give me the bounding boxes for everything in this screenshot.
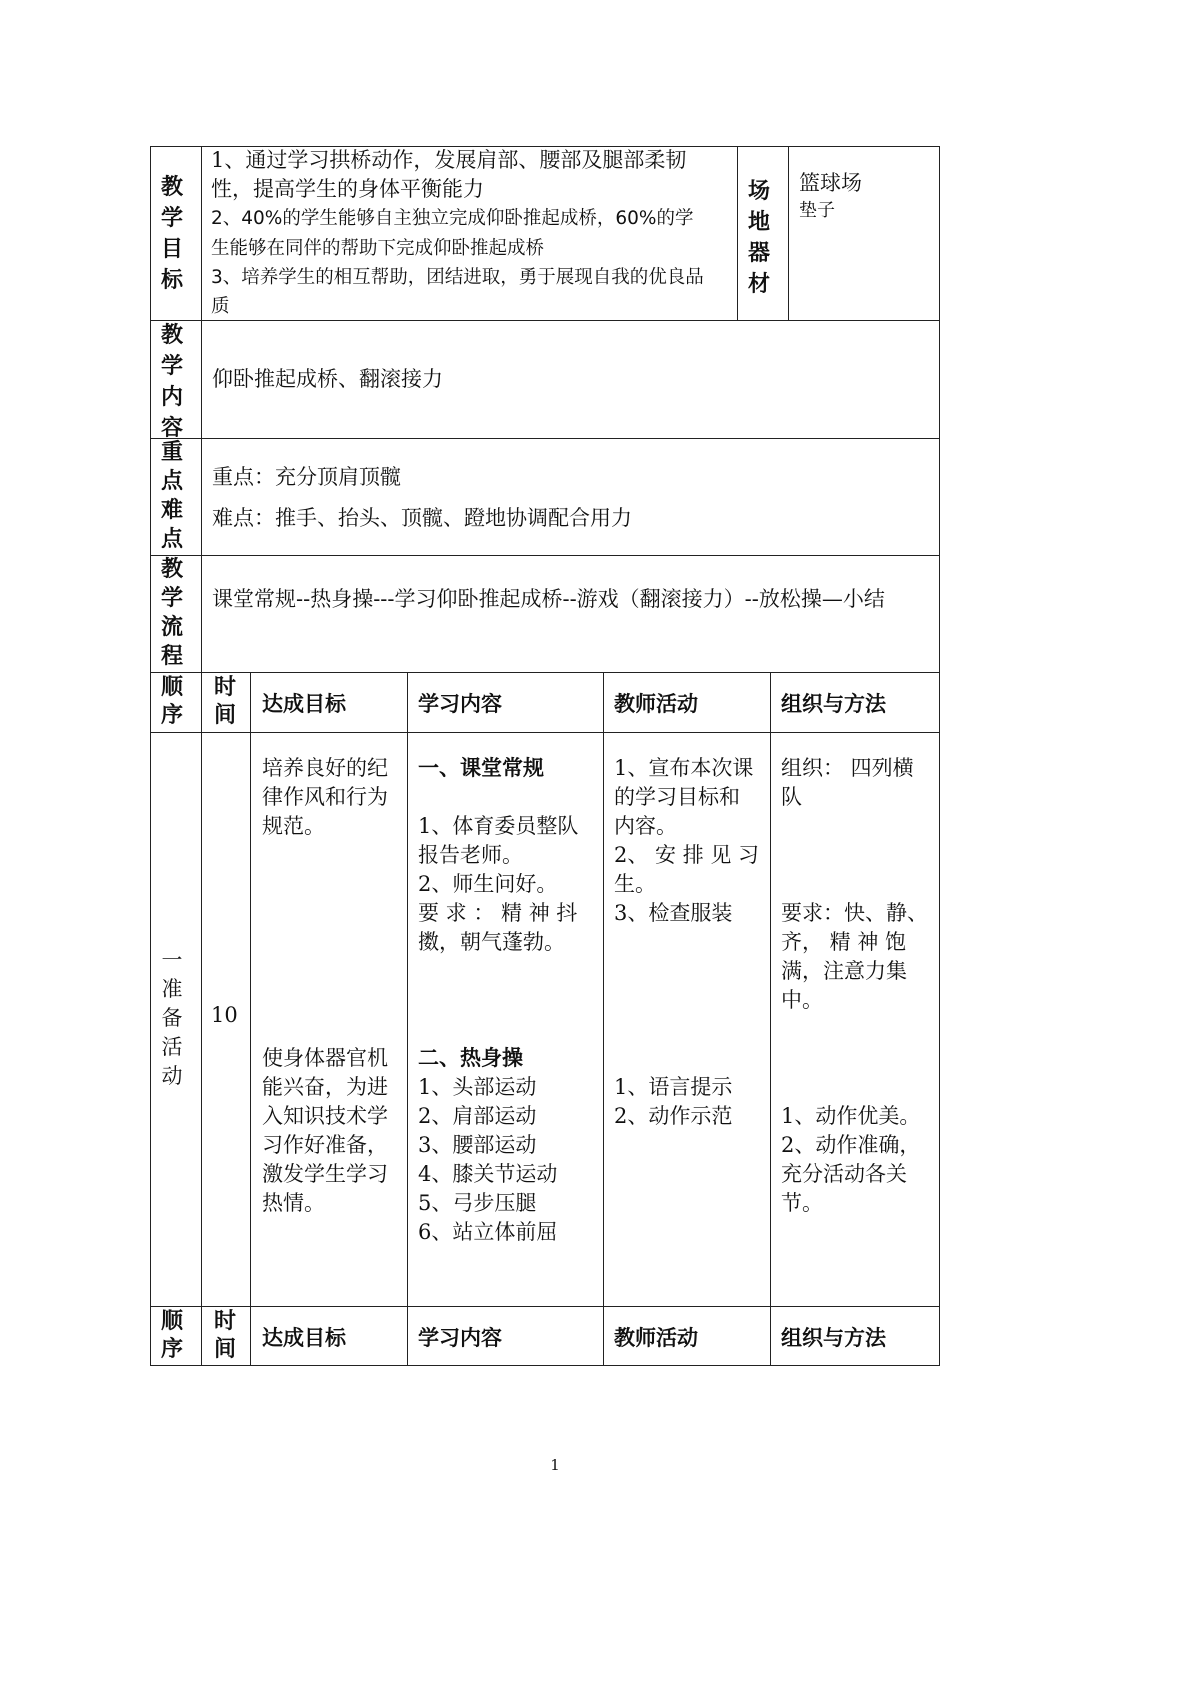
header-org-repeat: 组织与方法 xyxy=(781,1326,886,1350)
row-divider xyxy=(150,438,940,439)
label-char: 动 xyxy=(161,1064,183,1088)
col-divider xyxy=(737,146,738,320)
col-divider xyxy=(201,146,202,1365)
col-divider xyxy=(250,672,251,1365)
org-a xyxy=(781,754,935,812)
text-line: 2、师生问好。 xyxy=(418,872,558,896)
venue-line: 篮球场 xyxy=(799,171,862,195)
objective-line: 3、培养学生的相互帮助，团结进取，勇于展现自我的优良品 xyxy=(211,267,704,288)
text-line: 内容。 xyxy=(614,814,677,838)
content-text: 仰卧推起成桥、翻滚接力 xyxy=(212,367,443,391)
label-char: 场 xyxy=(747,179,770,204)
difficulty-point: 难点：推手、抬头、顶髋、蹬地协调配合用力 xyxy=(212,506,632,530)
header-time xyxy=(211,674,239,730)
objective-line: 生能够在同伴的帮助下完成仰卧推起成桥 xyxy=(211,238,545,259)
goal-b xyxy=(262,1044,402,1218)
label-char: 顺 xyxy=(160,1309,183,1334)
text-line: 队 xyxy=(781,785,802,809)
text-line: 培养良好的纪 xyxy=(262,756,388,780)
text-line: 能兴奋，为进 xyxy=(262,1075,388,1099)
text-line: 习作好准备， xyxy=(262,1133,388,1157)
section-title: 二、热身操 xyxy=(418,1046,523,1070)
key-point: 重点：充分顶肩顶髋 xyxy=(212,465,401,489)
text-line: 充分活动各关 xyxy=(781,1162,907,1186)
text-line: 2、动作准确， xyxy=(781,1133,921,1157)
label-char: 顺 xyxy=(160,675,183,700)
text-line: 6、站立体前屈 xyxy=(418,1220,558,1244)
text-line: 要求：快、静、 xyxy=(781,901,928,925)
objectives-text xyxy=(211,146,733,321)
text-line: 组织： 四列横 xyxy=(781,756,914,780)
content-label xyxy=(158,320,186,444)
text-line: 激发学生学习 xyxy=(262,1162,388,1186)
objectives-label xyxy=(158,172,186,296)
text-line: 节。 xyxy=(781,1191,823,1215)
header-order xyxy=(158,674,186,730)
text-line: 擞，朝气蓬勃。 xyxy=(418,930,565,954)
row-divider xyxy=(150,1306,940,1307)
text-line: 4、膝关节运动 xyxy=(418,1162,558,1186)
label-char: 目 xyxy=(160,237,183,262)
col-divider xyxy=(770,672,771,1365)
col-divider xyxy=(788,146,789,320)
label-char: 点 xyxy=(160,527,183,552)
text-line: 1、头部运动 xyxy=(418,1075,537,1099)
row-divider xyxy=(150,555,940,556)
label-char: 学 xyxy=(160,206,183,231)
venue-line: 垫子 xyxy=(799,200,835,221)
teacher-b xyxy=(614,1073,766,1131)
keypoints-text xyxy=(212,462,932,534)
process-text: 课堂常规--热身操---学习仰卧推起成桥--游戏（翻滚接力）--放松操—小结 xyxy=(212,587,885,611)
text-line: 中。 xyxy=(781,988,823,1012)
label-char: 重 xyxy=(160,440,183,465)
label-char: 时 xyxy=(213,675,236,700)
text-line: 要 求 ： 精 神 抖 xyxy=(418,901,578,925)
label-char: 一 xyxy=(161,948,183,972)
text-line: 满，注意力集 xyxy=(781,959,907,983)
label-char: 备 xyxy=(161,1006,183,1030)
label-char: 地 xyxy=(747,210,770,235)
col-divider xyxy=(603,672,604,1365)
page-number: 1 xyxy=(550,1456,560,1474)
process-label xyxy=(158,555,186,671)
label-char: 容 xyxy=(160,416,183,441)
label-char: 器 xyxy=(747,241,770,266)
objective-line: 2、40%的学生能够自主独立完成仰卧推起成桥，60%的学 xyxy=(211,208,694,229)
header-teacher: 教师活动 xyxy=(614,692,698,716)
label-char: 学 xyxy=(160,354,183,379)
header-teacher-repeat: 教师活动 xyxy=(614,1326,698,1350)
row-time: 10 xyxy=(211,1003,238,1027)
col-divider xyxy=(407,672,408,1365)
label-char: 教 xyxy=(160,175,183,200)
text-line: 1、动作优美。 xyxy=(781,1104,921,1128)
label-char: 点 xyxy=(160,469,183,494)
keypoints-label xyxy=(158,438,186,554)
header-goal-repeat: 达成目标 xyxy=(262,1326,346,1350)
header-study: 学习内容 xyxy=(418,692,502,716)
text-line: 2、 安 排 见 习 xyxy=(614,843,760,867)
goal-a xyxy=(262,754,402,841)
table-border-left xyxy=(150,146,151,1365)
label-char: 程 xyxy=(160,644,183,669)
text-line: 报告老师。 xyxy=(418,843,523,867)
label-char: 材 xyxy=(747,272,770,297)
label-char: 学 xyxy=(160,586,183,611)
text-line: 的学习目标和 xyxy=(614,785,740,809)
row-order xyxy=(158,946,186,1091)
label-char: 教 xyxy=(160,323,183,348)
venue-label xyxy=(745,176,773,300)
label-char: 教 xyxy=(160,557,183,582)
header-study-repeat: 学习内容 xyxy=(418,1326,502,1350)
label-char: 难 xyxy=(160,498,183,523)
text-line: 使身体器官机 xyxy=(262,1046,388,1070)
text-line: 入知识技术学 xyxy=(262,1104,388,1128)
header-time-repeat xyxy=(211,1308,239,1364)
header-order-repeat xyxy=(158,1308,186,1364)
text-line: 3、检查服装 xyxy=(614,901,733,925)
text-line: 齐， 精 神 饱 xyxy=(781,930,907,954)
label-char: 序 xyxy=(160,703,183,728)
objective-line: 质 xyxy=(211,296,230,317)
text-line: 3、腰部运动 xyxy=(418,1133,537,1157)
table-border-bottom xyxy=(150,1365,940,1366)
label-char: 序 xyxy=(160,1337,183,1362)
text-line: 1、语言提示 xyxy=(614,1075,733,1099)
text-line: 2、动作示范 xyxy=(614,1104,733,1128)
text-line: 2、肩部运动 xyxy=(418,1104,537,1128)
text-line: 1、体育委员整队 xyxy=(418,814,579,838)
text-line: 1、宣布本次课 xyxy=(614,756,754,780)
text-line: 热情。 xyxy=(262,1191,325,1215)
text-line: 生。 xyxy=(614,872,656,896)
section-title: 一、课堂常规 xyxy=(418,756,544,780)
teacher-a xyxy=(614,754,766,928)
label-char: 内 xyxy=(160,385,183,410)
study-a xyxy=(418,754,598,957)
label-char: 间 xyxy=(213,703,236,728)
label-char: 标 xyxy=(160,268,183,293)
objective-line: 1、通过学习拱桥动作，发展肩部、腰部及腿部柔韧 xyxy=(211,148,687,172)
venue-text xyxy=(799,168,935,224)
objective-line: 性，提高学生的身体平衡能力 xyxy=(211,177,484,201)
row-divider xyxy=(150,732,940,733)
label-char: 时 xyxy=(213,1309,236,1334)
label-char: 准 xyxy=(161,977,183,1001)
org-c xyxy=(781,1102,935,1218)
text-line: 规范。 xyxy=(262,814,325,838)
label-char: 活 xyxy=(161,1035,183,1059)
text-line: 5、弓步压腿 xyxy=(418,1191,537,1215)
text-line: 律作风和行为 xyxy=(262,785,388,809)
table-border-right xyxy=(939,146,940,1365)
label-char: 间 xyxy=(213,1337,236,1362)
study-b xyxy=(418,1044,598,1247)
header-org: 组织与方法 xyxy=(781,692,886,716)
org-b xyxy=(781,899,935,1015)
row-divider xyxy=(150,672,940,673)
label-char: 流 xyxy=(160,615,183,640)
header-goal: 达成目标 xyxy=(262,692,346,716)
